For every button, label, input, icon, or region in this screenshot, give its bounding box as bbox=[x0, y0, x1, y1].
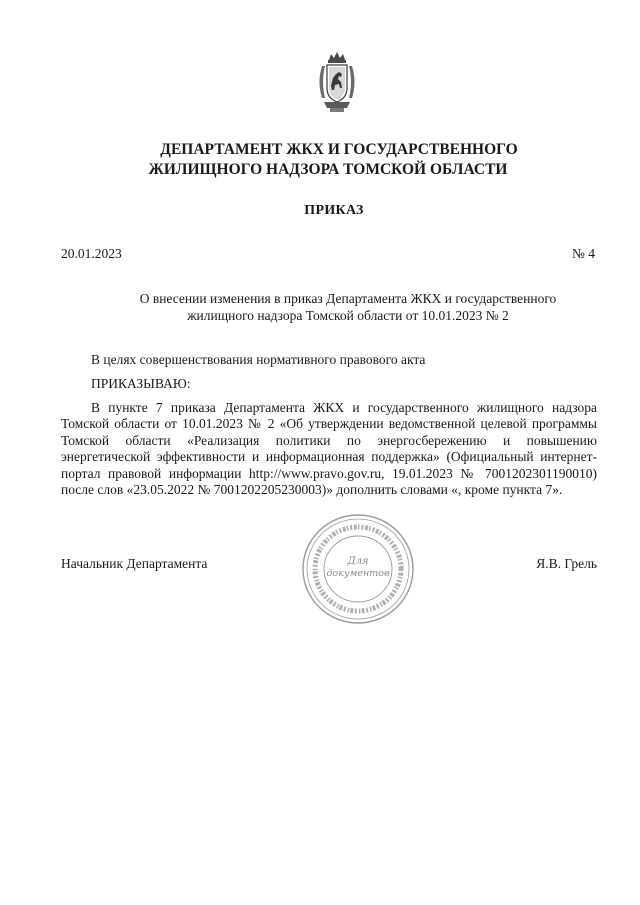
decree-word: ПРИКАЗЫВАЮ: bbox=[91, 376, 191, 391]
purpose-statement: В целях совершенствования нормативного правового акта bbox=[91, 352, 426, 367]
stamp-center-text-2: документов bbox=[326, 568, 390, 579]
stamp-center-text-1: Для bbox=[347, 556, 369, 567]
signer-position: Начальник Департамента bbox=[61, 556, 208, 571]
department-name-line-1: ДЕПАРТАМЕНТ ЖКХ И ГОСУДАРСТВЕННОГО bbox=[160, 141, 518, 158]
document-subject-line-1: О внесении изменения в приказ Департамента ЖКХ и государственного bbox=[139, 291, 557, 306]
signer-name: Я.В. Грель bbox=[536, 556, 597, 571]
official-stamp bbox=[300, 512, 416, 626]
document-date: 20.01.2023 bbox=[61, 246, 122, 261]
department-name-line-2: ЖИЛИЩНОГО НАДЗОРА ТОМСКОЙ ОБЛАСТИ bbox=[148, 161, 508, 178]
coat-of-arms-icon bbox=[316, 52, 358, 114]
document-number: № 4 bbox=[571, 246, 595, 261]
main-paragraph: В пункте 7 приказа Департамента ЖКХ и государственного жилищного надзора Томской области от 10.01.2023 № 2 «Об утверждении ведомственной целевой программы Томской области «Реализация политики по энергосбережению и повышению энергетической эффективности и информационная поддержка» (Официальный интернет-портал правовой информации http://www.pravo.gov.ru, 19.01.2023 № 7001202301190010) после слов «23.05.2022 № 7001202205230003)» дополнить словами «, кроме пункта 7». bbox=[61, 400, 597, 498]
document-type-title: ПРИКАЗ bbox=[304, 203, 364, 218]
document-subject-line-2: жилищного надзора Томской области от 10.01.2023 № 2 bbox=[187, 308, 509, 323]
